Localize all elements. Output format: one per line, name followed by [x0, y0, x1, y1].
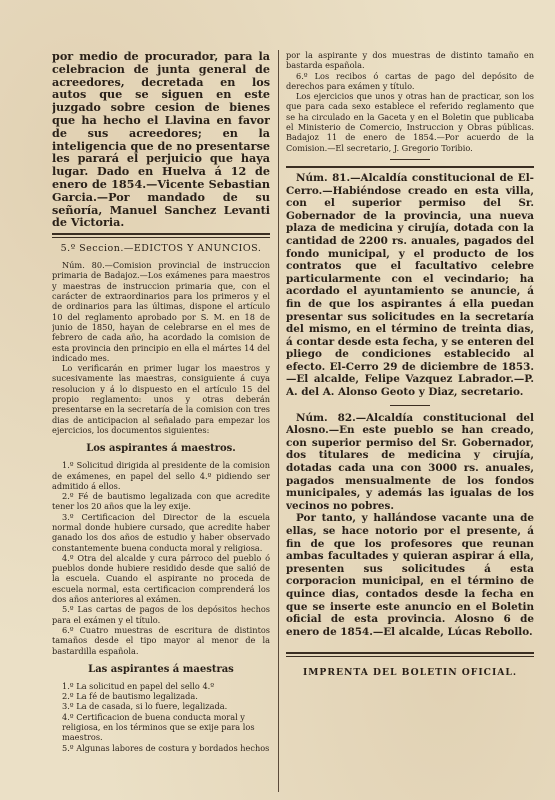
list-item: 6.º Cuatro muestras de escritura de distintos tamaños desde el tipo mayor al menor de la bastardilla española. [52, 624, 270, 656]
section-rule [286, 166, 534, 168]
column-divider [278, 50, 279, 792]
notice-80-continued: Lo verificarán en primer lugar los maestros y sucesivamente las maestras, consiguiente á cuya resolucion y á lo dispuesto en el artículo 15 del propio reglamento: unos y otras deberán presentarse en la secretaría de la comision con tres dias de anticipacion al señalado para empezar los ejercicios, los documentos siguientes: [52, 363, 270, 435]
list-item: 2.º Fé de bautismo legalizada con que acredite tener los 20 años que la ley exije. [52, 491, 270, 512]
left-column [52, 50, 270, 792]
notice-81: Núm. 81.—Alcaldía constitucional de El-Cerro.—Habiéndose creado en esta villa, con el superior permiso del Sr. Gobernador de la provincia, una nueva plaza de medicina y cirujía, dotada con la cantidad de 2200 rs. anuales, pagados del fondo municipal, y el producto de los contratos que el facultativo celebre particularmente con el vecindario; ha acordado el ayuntamiento se anuncie, á fin de que los aspirantes á ella puedan presentar sus solicitudes en la secretaría del mismo, en el término de treinta dias, á contar desde esta fecha, y se enteren del pliego de condiciones establecido al efecto. El-Cerro 29 de diciembre de 1853.—El alcalde, Felipe Vazquez Labrador.—P. A. del A. Alonso Geoto y Diaz, secretario. [286, 171, 534, 399]
footer-rule [286, 652, 534, 657]
right-column [286, 50, 534, 792]
subheading-maestros: Los aspirantes á maestros. [86, 443, 236, 455]
separator-ornament [390, 405, 430, 406]
list-item: 4.º Otra del alcalde y cura párroco del pueblo ó pueblos donde hubiere residido desde que salió de la escuela. Cuando el aspirante no proceda de escuela normal, esta certificacion comprenderá los dos años anteriores al exámen. [52, 552, 270, 605]
lead-paragraph: por medio de procurador, para la celebracion de junta general de acreedores, decretada en los autos que se siguen en este juzgado sobre cesion de bienes que ha hecho el Llavina en favor de sus acreedores; en la inteligencia que de no presentarse les parará el perjuicio que haya lugar. Dado en Huelva á 12 de enero de 1854.—Vicente Sebastian Garcia.—Por mandado de su señoría, Manuel Sanchez Levanti de Victoria. [52, 50, 270, 230]
list-item: 3.º La de casada, si lo fuere, legalizada. [62, 701, 228, 712]
section-heading: 5.º Seccion.—EDICTOS Y ANUNCIOS. [60, 243, 262, 255]
notice-82-continued: Por tanto, y hallándose vacante una de ellas, se hace notorio por el presente, á fin de que los profesores que reunan ambas facultades y quieran aspirar á ella, presenten sus solicitudes á esta corporacion municipal, en el término de quince dias, contados desde la fecha en que se inserte este anuncio en el Boletin oficial de esta provincia. Alosno 6 de enero de 1854.—El alcalde, Lúcas Rebollo. [286, 512, 534, 638]
continued-text: por la aspirante y dos muestras de distinto tamaño en bastarda española. [286, 50, 534, 71]
separator-ornament [390, 159, 430, 160]
list-item: 3.º Certificacion del Director de la escuela normal donde hubiere cursado, que acredite haber ganado los dos años de estudio y haber observado constantemente buena conducta moral y religiosa. [52, 511, 270, 553]
list-item: 4.º Certificacion de buena conducta moral y religiosa, en los términos que se exije para los maestros. [62, 711, 255, 743]
list-item: 5.º Algunas labores de costura y bordados hechos [62, 742, 270, 753]
section-rule [52, 233, 270, 238]
list-item: 1.º La solicitud en papel del sello 4.º [62, 680, 215, 691]
closing-paragraph: Los ejercicios que unos y otras han de practicar, son los que para cada sexo establece el referido reglamento que se ha circulado en la Gaceta y en el Boletin que publicaba el Ministerio de Comercio, Instruccion y Obras públicas. Badajoz 11 de enero de 1854.—Por acuerdo de la Comision.—El secretario, J. Gregorio Toribio. [286, 91, 534, 153]
subheading-maestras: Las aspirantes á maestras [88, 663, 234, 675]
list-item: 5.º Las cartas de pagos de los depósitos hechos para el exámen y el título. [52, 604, 270, 625]
list-item: 2.º La fé de bautismo legalizada. [62, 691, 198, 702]
printer-imprint: IMPRENTA DEL BOLETIN OFICIAL. [302, 667, 518, 679]
list-item: 6.º Los recibos ó cartas de pago del depósito de derechos para exámen y título. [286, 70, 534, 91]
notice-82: Núm. 82.—Alcaldía constitucional del Alosno.—En este pueblo se han creado, con superior permiso del Sr. Gobernador, dos titulares de medicina y cirujía, dotadas cada una con 3000 rs. anuales, pagados mensualmente de los fondos municipales, y además las igualas de los vecinos no pobres. [286, 411, 534, 512]
list-item: 1.º Solicitud dirigida al presidente de la comision de exámenes, en papel del sello 4.º pidiendo ser admitido á ellos. [52, 460, 270, 491]
notice-80: Núm. 80.—Comision provincial de instruccion primaria de Badajoz.—Los exámenes para maestros y maestras de instruccion primaria que, con el carácter de extraordinarios para los primeros y el de ordinarios para las últimas, dispone el artículo 10 del reglamento aprobado por S. M. en 18 de junio de 1850, hayan de celebrarse en el mes de febrero de cada año, ha acordado la comision de esta provincia den principio en ella el mártes 14 del indicado mes. [52, 260, 270, 363]
